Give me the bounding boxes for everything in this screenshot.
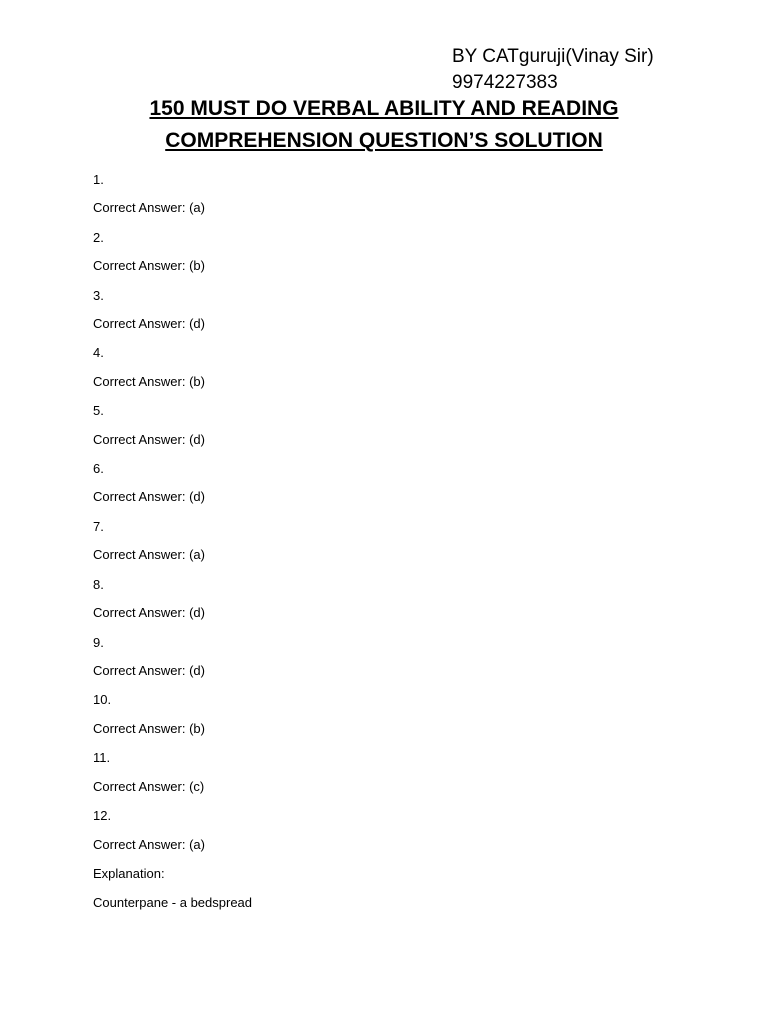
phone-number: 9974227383	[452, 72, 558, 93]
page-title-line-2: COMPREHENSION QUESTION’S SOLUTION	[165, 129, 603, 152]
question-number: 11.	[93, 750, 111, 765]
correct-answer: Correct Answer: (b)	[93, 258, 205, 273]
correct-answer: Correct Answer: (d)	[93, 316, 205, 331]
question-number: 9.	[93, 635, 104, 650]
correct-answer: Correct Answer: (a)	[93, 200, 205, 215]
correct-answer: Correct Answer: (d)	[93, 605, 205, 620]
question-number: 4.	[93, 345, 104, 360]
author-line: BY CATguruji(Vinay Sir)	[452, 46, 654, 67]
correct-answer: Correct Answer: (a)	[93, 547, 205, 562]
correct-answer: Correct Answer: (b)	[93, 374, 205, 389]
explanation-label: Explanation:	[93, 866, 165, 881]
correct-answer: Correct Answer: (b)	[93, 721, 205, 736]
question-number: 7.	[93, 519, 104, 534]
correct-answer: Correct Answer: (d)	[93, 489, 205, 504]
question-number: 12.	[93, 808, 112, 823]
question-number: 8.	[93, 577, 104, 592]
question-number: 6.	[93, 461, 104, 476]
correct-answer: Correct Answer: (d)	[93, 663, 205, 678]
correct-answer: Correct Answer: (c)	[93, 779, 205, 794]
question-number: 1.	[93, 172, 104, 187]
question-number: 10.	[93, 692, 112, 707]
question-number: 2.	[93, 230, 104, 245]
question-number: 5.	[93, 403, 104, 418]
correct-answer: Correct Answer: (d)	[93, 432, 205, 447]
question-number: 3.	[93, 288, 104, 303]
page-title-line-1: 150 MUST DO VERBAL ABILITY AND READING	[149, 97, 619, 120]
correct-answer: Correct Answer: (a)	[93, 837, 205, 852]
author-block	[452, 44, 654, 96]
explanation-text: Counterpane - a bedspread	[93, 895, 253, 910]
